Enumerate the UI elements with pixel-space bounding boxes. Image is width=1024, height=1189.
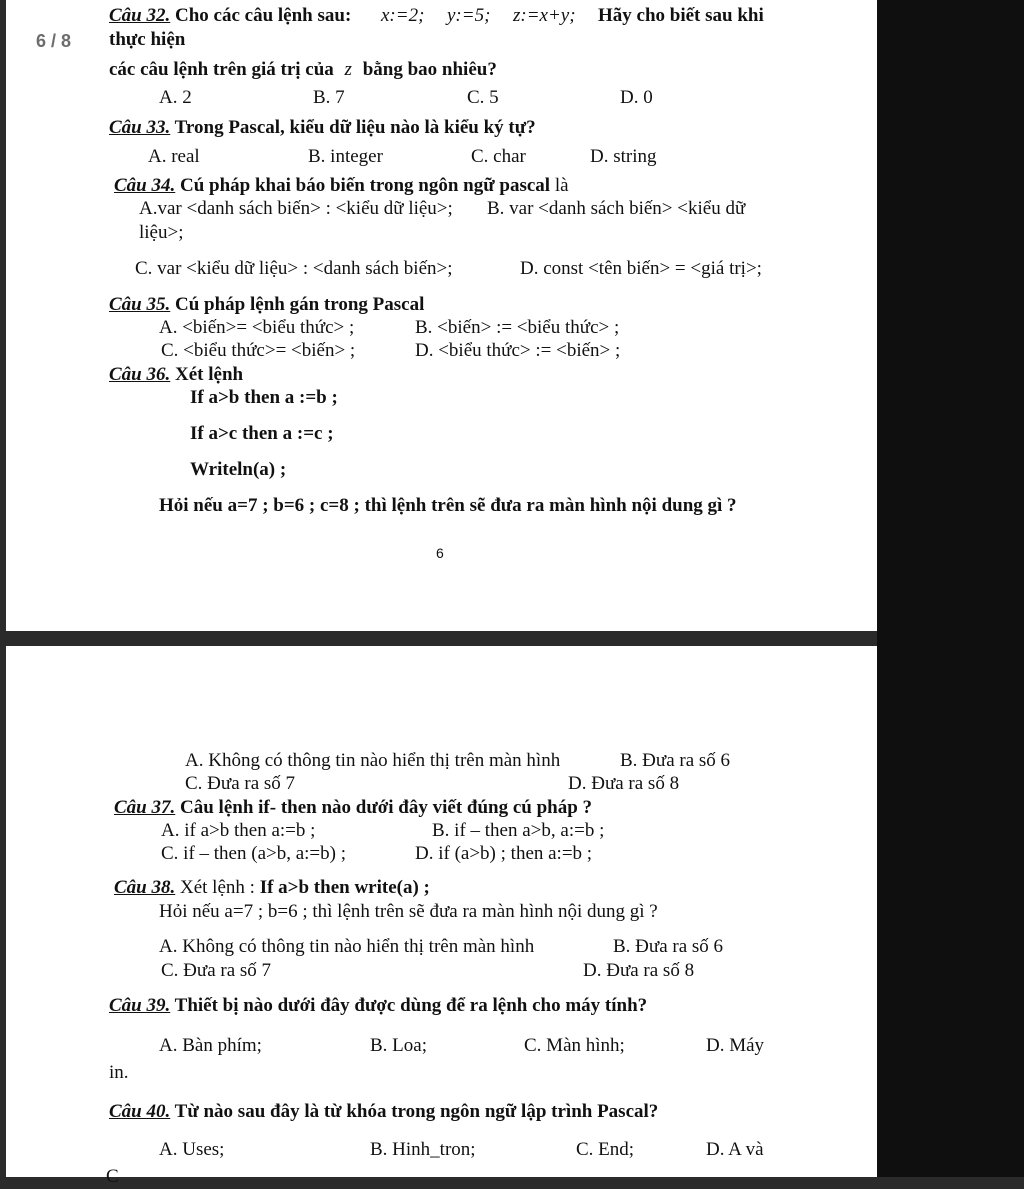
q40-option-d-wrap: C bbox=[106, 1166, 119, 1187]
q39-option-b: B. Loa; bbox=[370, 1035, 427, 1056]
q36-question: Câu 36. Xét lệnh bbox=[109, 364, 244, 385]
q32-text2: Hãy cho biết sau khi bbox=[598, 5, 764, 26]
q39-option-d-wrap: in. bbox=[109, 1062, 129, 1083]
q34-option-d: D. const <tên biến> = <giá trị>; bbox=[520, 258, 762, 279]
q38-option-d: D. Đưa ra số 8 bbox=[583, 960, 695, 981]
q36-option-c: C. Đưa ra số 7 bbox=[185, 773, 296, 794]
q36-code-line3: Writeln(a) ; bbox=[190, 459, 287, 480]
page-separator bbox=[0, 631, 877, 646]
q40-option-a: A. Uses; bbox=[159, 1139, 225, 1160]
q39-question: Câu 39. Thiết bị nào dưới đây được dùng để ra lệnh cho máy tính? bbox=[109, 995, 648, 1016]
q36-option-d: D. Đưa ra số 8 bbox=[568, 773, 680, 794]
q32-line2: thực hiện bbox=[109, 29, 186, 50]
q32-code-z: z:=x+y; bbox=[513, 5, 576, 26]
q32-code-x: x:=2; bbox=[381, 5, 425, 26]
document-page-7 bbox=[6, 646, 877, 1187]
q35-option-a: A. <biến>= <biểu thức> ; bbox=[159, 317, 355, 338]
q36-code-line2: If a>c then a :=c ; bbox=[190, 423, 334, 444]
q35-question: Câu 35. Cú pháp lệnh gán trong Pascal bbox=[109, 294, 425, 315]
q38-question: Câu 38. Xét lệnh : If a>b then write(a) ; bbox=[114, 877, 430, 898]
q40-option-b: B. Hinh_tron; bbox=[370, 1139, 476, 1160]
q38-prompt: Hỏi nếu a=7 ; b=6 ; thì lệnh trên sẽ đưa ra màn hình nội dung gì ? bbox=[159, 901, 658, 922]
page-indicator: 6 / 8 bbox=[16, 26, 91, 56]
q37-option-b: B. if – then a>b, a:=b ; bbox=[432, 820, 605, 841]
q35-option-d: D. <biểu thức> := <biến> ; bbox=[415, 340, 621, 361]
q32-label: Câu 32. bbox=[109, 5, 171, 26]
q35-option-b: B. <biến> := <biểu thức> ; bbox=[415, 317, 620, 338]
q32-code-y: y:=5; bbox=[447, 5, 491, 26]
q40-option-d: D. A và bbox=[706, 1139, 764, 1160]
q37-option-a: A. if a>b then a:=b ; bbox=[161, 820, 316, 841]
q35-option-c: C. <biểu thức>= <biến> ; bbox=[161, 340, 356, 361]
q36-option-a: A. Không có thông tin nào hiển thị trên màn hình bbox=[185, 750, 561, 771]
q39-option-c: C. Màn hình; bbox=[524, 1035, 625, 1056]
q36-prompt: Hỏi nếu a=7 ; b=6 ; c=8 ; thì lệnh trên sẽ đưa ra màn hình nội dung gì ? bbox=[159, 495, 737, 516]
q38-option-c: C. Đưa ra số 7 bbox=[161, 960, 272, 981]
q33-option-c: C. char bbox=[471, 146, 526, 167]
q37-question: Câu 37. Câu lệnh if- then nào dưới đây viết đúng cú pháp ? bbox=[114, 797, 593, 818]
q32-option-c: C. 5 bbox=[467, 87, 499, 108]
q37-option-c: C. if – then (a>b, a:=b) ; bbox=[161, 843, 346, 864]
q33-question: Câu 33. Trong Pascal, kiểu dữ liệu nào là kiểu ký tự? bbox=[109, 117, 536, 138]
q32-line3: các câu lệnh trên giá trị của z bằng bao nhiêu? bbox=[109, 59, 497, 80]
q34-option-c: C. var <kiểu dữ liệu> : <danh sách biến>; bbox=[135, 258, 453, 279]
q39-option-a: A. Bàn phím; bbox=[159, 1035, 262, 1056]
q37-option-d: D. if (a>b) ; then a:=b ; bbox=[415, 843, 593, 864]
q34-option-b: B. var <danh sách biến> <kiểu dữ bbox=[487, 198, 746, 219]
document-page-6 bbox=[6, 0, 877, 631]
q38-option-b: B. Đưa ra số 6 bbox=[613, 936, 724, 957]
q32-option-d: D. 0 bbox=[620, 87, 653, 108]
q33-option-b: B. integer bbox=[308, 146, 383, 167]
q40-question: Câu 40. Từ nào sau đây là từ khóa trong ngôn ngữ lập trình Pascal? bbox=[109, 1101, 659, 1122]
q34-option-a: A.var <danh sách biến> : <kiểu dữ liệu>; bbox=[139, 198, 453, 219]
q32-option-a: A. 2 bbox=[159, 87, 192, 108]
page-number: 6 bbox=[436, 545, 444, 561]
q32-option-b: B. 7 bbox=[313, 87, 345, 108]
viewer-right-panel bbox=[877, 0, 1024, 1177]
q32-line1: Câu 32. Cho các câu lệnh sau: bbox=[109, 5, 352, 26]
q33-option-d: D. string bbox=[590, 146, 657, 167]
q40-option-c: C. End; bbox=[576, 1139, 635, 1160]
q33-option-a: A. real bbox=[148, 146, 200, 167]
q34-option-b-wrap: liệu>; bbox=[139, 222, 184, 243]
q38-option-a: A. Không có thông tin nào hiển thị trên màn hình bbox=[159, 936, 535, 957]
q36-option-b: B. Đưa ra số 6 bbox=[620, 750, 731, 771]
q36-code-line1: If a>b then a :=b ; bbox=[190, 387, 338, 408]
q39-option-d: D. Máy bbox=[706, 1035, 765, 1056]
q34-question: Câu 34. Cú pháp khai báo biến trong ngôn ngữ pascal là bbox=[114, 175, 569, 196]
